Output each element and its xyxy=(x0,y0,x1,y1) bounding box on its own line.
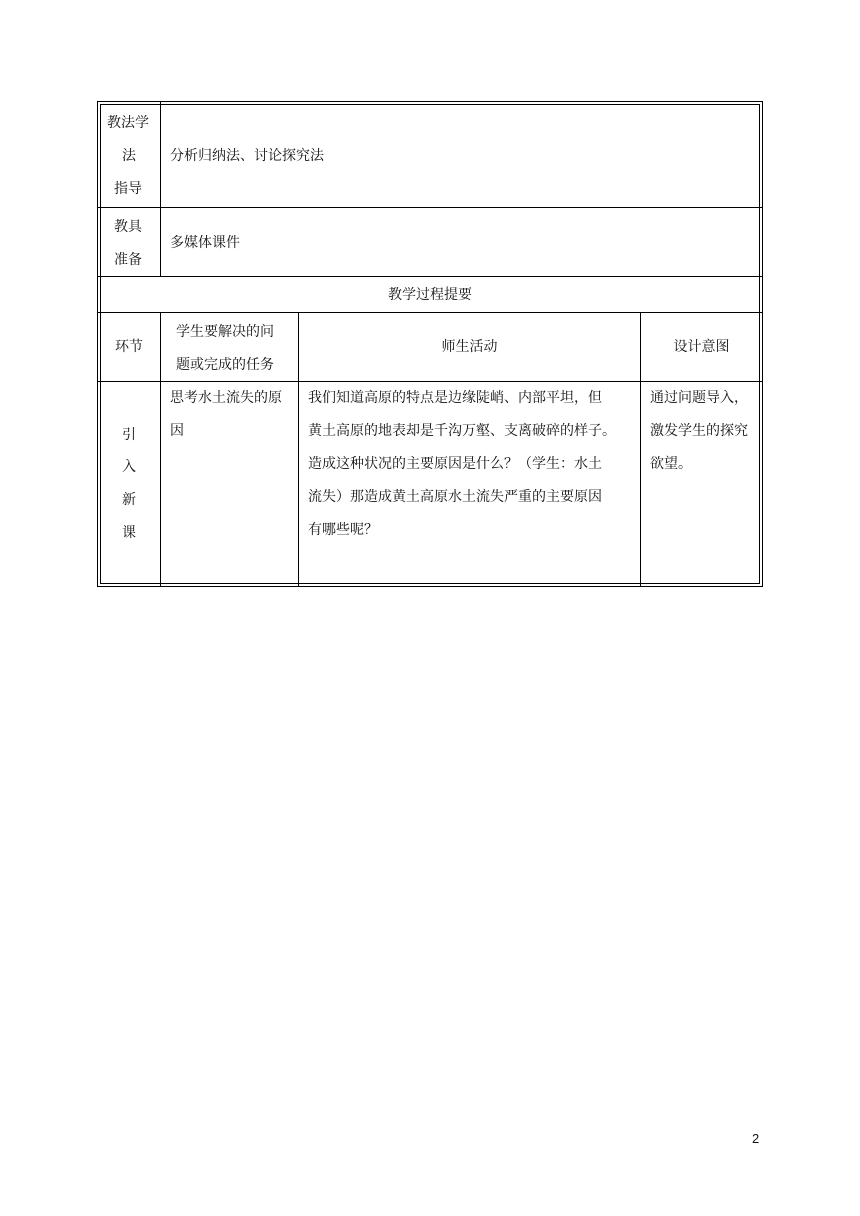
row-process-header xyxy=(98,276,762,312)
intro-intent-line-3: 欲望。 xyxy=(650,456,692,472)
page-number: 2 xyxy=(752,1131,760,1146)
col-header-stage xyxy=(98,313,160,381)
row-column-headers xyxy=(98,312,762,381)
intro-activity-line-4: 流失）那造成黄土高原水土流失严重的主要原因 xyxy=(308,489,602,505)
methods-label-cell xyxy=(98,102,160,207)
col-header-task-line-2: 题或完成的任务 xyxy=(176,357,274,373)
tools-label-cell xyxy=(98,208,160,276)
intro-activity-line-5: 有哪些呢？ xyxy=(308,522,378,538)
methods-label-line-1: 教法学 xyxy=(107,115,149,131)
intro-task-cell xyxy=(160,382,298,586)
intro-task-line-1: 思考水土流失的原 xyxy=(170,390,282,406)
row-intro-new-lesson xyxy=(98,381,762,586)
intro-activity-line-3: 造成这种状况的主要原因是什么？（学生：水土 xyxy=(308,456,602,472)
lesson-plan-table xyxy=(97,101,763,587)
tools-label-line-2: 准备 xyxy=(114,252,142,268)
intro-stage-char-4: 课 xyxy=(122,525,136,541)
intro-activity-line-1: 我们知道高原的特点是边缘陡峭、内部平坦，但 xyxy=(308,390,602,406)
col-header-task xyxy=(160,313,298,381)
intro-stage-cell xyxy=(98,382,160,586)
methods-content-cell xyxy=(160,102,762,207)
tools-content-cell xyxy=(160,208,762,276)
intro-activity-cell xyxy=(298,382,640,586)
tools-label-line-1: 教具 xyxy=(114,219,142,235)
intro-stage-char-1: 引 xyxy=(122,427,136,443)
col-header-activity-text: 师生活动 xyxy=(441,339,498,355)
intro-intent-line-1: 通过问题导入， xyxy=(650,390,748,406)
row-teaching-tools xyxy=(98,207,762,276)
process-header-title: 教学过程提要 xyxy=(388,286,472,303)
intro-task-line-2: 因 xyxy=(170,423,184,439)
methods-content: 分析归纳法、讨论探究法 xyxy=(170,148,324,164)
col-header-intent-text: 设计意图 xyxy=(673,339,730,355)
intro-intent-line-2: 激发学生的探究 xyxy=(650,423,748,439)
col-header-stage-text: 环节 xyxy=(115,339,143,355)
col-header-activity xyxy=(298,313,640,381)
col-header-intent xyxy=(640,313,762,381)
methods-label-line-2: 法 xyxy=(122,148,136,164)
intro-stage-char-2: 入 xyxy=(122,459,136,475)
row-teaching-methods xyxy=(98,102,762,207)
col-header-task-line-1: 学生要解决的问 xyxy=(176,324,274,340)
methods-label-line-3: 指导 xyxy=(114,181,142,197)
intro-activity-line-2: 黄土高原的地表却是千沟万壑、支离破碎的样子。 xyxy=(308,423,616,439)
intro-intent-cell xyxy=(640,382,762,586)
tools-content: 多媒体课件 xyxy=(170,235,240,251)
intro-stage-char-3: 新 xyxy=(122,492,136,508)
